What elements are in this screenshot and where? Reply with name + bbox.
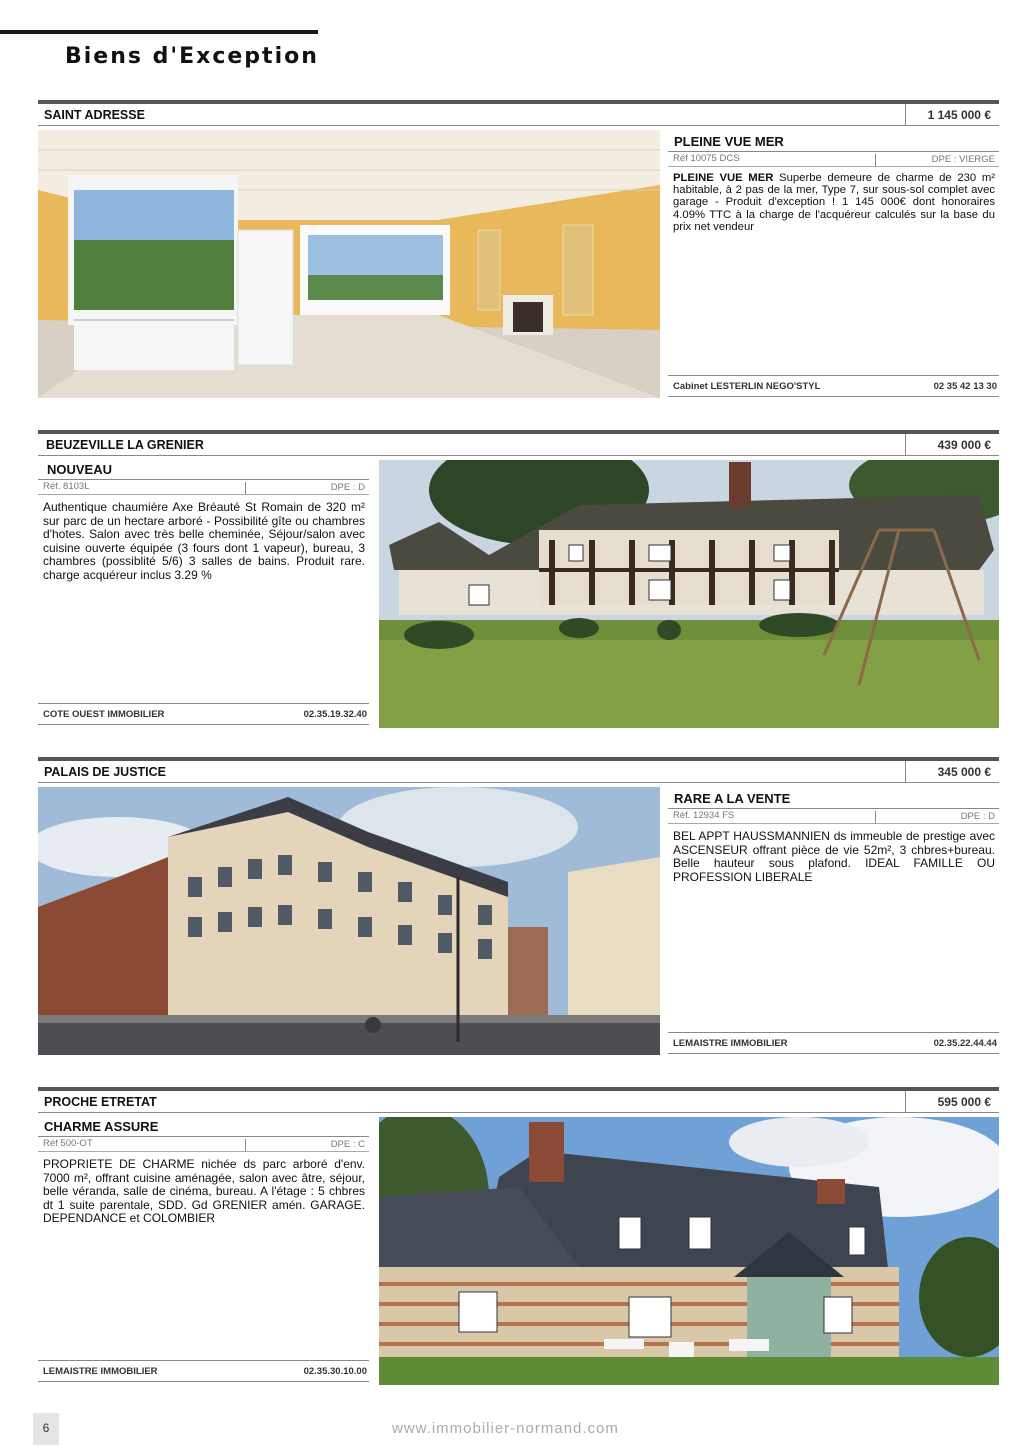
page-number: 6 xyxy=(33,1413,59,1445)
listing-location: BEUZEVILLE LA GRENIER xyxy=(46,438,204,452)
listing-price: 345 000 € xyxy=(905,761,999,782)
listing-agency[interactable]: LEMAISTRE IMMOBILIER xyxy=(43,1366,158,1377)
listing-description xyxy=(668,167,999,233)
listing-ref: Réf 500-OT xyxy=(43,1138,93,1149)
top-rule xyxy=(0,30,318,34)
listing-subtitle: PLEINE VUE MER xyxy=(668,130,999,152)
listing-photo-haussmann-building[interactable] xyxy=(38,787,660,1055)
listing-dpe: DPE : D xyxy=(875,811,995,823)
listing-card xyxy=(38,430,999,730)
listing-price: 595 000 € xyxy=(905,1091,999,1112)
listing-phone[interactable]: 02.35.22.44.44 xyxy=(933,1038,997,1049)
listing-ref: Réf. 8103L xyxy=(43,481,90,492)
listing-location: PROCHE ETRETAT xyxy=(44,1095,157,1109)
listing-phone[interactable]: 02 35 42 13 30 xyxy=(933,381,997,392)
listing-subtitle: RARE A LA VENTE xyxy=(668,787,999,809)
page-title: Biens d'Exception xyxy=(65,44,319,69)
listing-price: 1 145 000 € xyxy=(905,104,999,125)
listing-description: PROPRIETE DE CHARME nichée ds parc arboré d'env. 7000 m², offrant cuisine aménagée, salon avec âtre, séjour, belle véranda, salle de cinéma, bureau. A l'étage : 5 chbres dt 1 suite parentale, SDD. Gd GRENIER amén. GARAGE. DEPENDANCE et COLOMBIER xyxy=(43,1157,365,1225)
listing-price: 439 000 € xyxy=(905,434,999,455)
listing-description: BEL APPT HAUSSMANNIEN ds immeuble de prestige avec ASCENSEUR offrant pièce de vie 52m², 3 chbres+bureau. Belle hauteur sous plafond. IDEAL FAMILLE OU PROFESSION LIBERALE xyxy=(673,829,995,884)
listing-photo-thatched-cottage[interactable] xyxy=(379,460,999,728)
listing-header xyxy=(38,430,999,456)
listing-dpe: DPE : D xyxy=(245,482,365,494)
listing-info xyxy=(38,458,369,728)
listing-ref-row xyxy=(38,1137,369,1152)
listing-agency[interactable]: LEMAISTRE IMMOBILIER xyxy=(673,1038,788,1049)
listing-description-lead: PLEINE VUE MER xyxy=(673,172,774,184)
listing-footer xyxy=(668,1032,999,1054)
listing-header xyxy=(38,1087,999,1113)
listing-dpe: DPE : C xyxy=(245,1139,365,1151)
listing-ref-row xyxy=(668,152,999,167)
listing-description: Authentique chaumière Axe Bréauté St Romain de 320 m² sur parc de un hectare arboré - Possibilité gîte ou chambres d'hotes. Salon avec très belle cheminée, Séjour/salon avec cuisine ouverte équipée (3 fours dont 1 vapeur), bureau, 3 chambres (possiblité 5/6) 3 salles de bains. Produit rare. charge acquéreur inclus 3.29 % xyxy=(43,500,365,582)
listing-card xyxy=(38,1087,999,1387)
listing-photo-interior[interactable] xyxy=(38,130,660,398)
listing-location: SAINT ADRESSE xyxy=(44,108,145,122)
listing-location: PALAIS DE JUSTICE xyxy=(44,765,167,779)
listing-header xyxy=(38,757,999,783)
listing-ref-row xyxy=(668,809,999,824)
listing-dpe: DPE : VIERGE xyxy=(875,154,995,166)
listing-ref: Réf. 12934 FS xyxy=(673,810,735,821)
listing-footer xyxy=(38,1360,369,1382)
listing-info xyxy=(668,130,999,398)
listing-subtitle: NOUVEAU xyxy=(38,458,369,480)
website-url[interactable]: www.immobilier-normand.com xyxy=(392,1420,619,1437)
listing-footer xyxy=(668,375,999,397)
listing-card xyxy=(38,100,999,400)
listing-card xyxy=(38,757,999,1057)
listing-info xyxy=(38,1115,369,1385)
listing-subtitle: CHARME ASSURE xyxy=(38,1115,369,1137)
listing-phone[interactable]: 02.35.30.10.00 xyxy=(303,1366,367,1377)
listing-ref-row xyxy=(38,480,369,495)
listing-agency[interactable]: COTE OUEST IMMOBILIER xyxy=(43,709,165,720)
listing-info xyxy=(668,787,999,1055)
listing-footer xyxy=(38,703,369,725)
listing-phone[interactable]: 02.35.19.32.40 xyxy=(303,709,367,720)
listing-ref: Réf 10075 DCS xyxy=(673,153,740,164)
listing-header xyxy=(38,100,999,126)
listing-photo-norman-manor[interactable] xyxy=(379,1117,999,1385)
listing-agency[interactable]: Cabinet LESTERLIN NEGO'STYL xyxy=(673,381,821,392)
listing-description-text: Superbe demeure de charme de 230 m² habitable, à 2 pas de la mer, Type 7, sur sous-sol complet avec garage - Produit d'exception ! 1 145 000€ dont honoraires 4.09% TTC à la charge de l'acquéreur calculés sur la base du prix net vendeur xyxy=(673,172,995,233)
